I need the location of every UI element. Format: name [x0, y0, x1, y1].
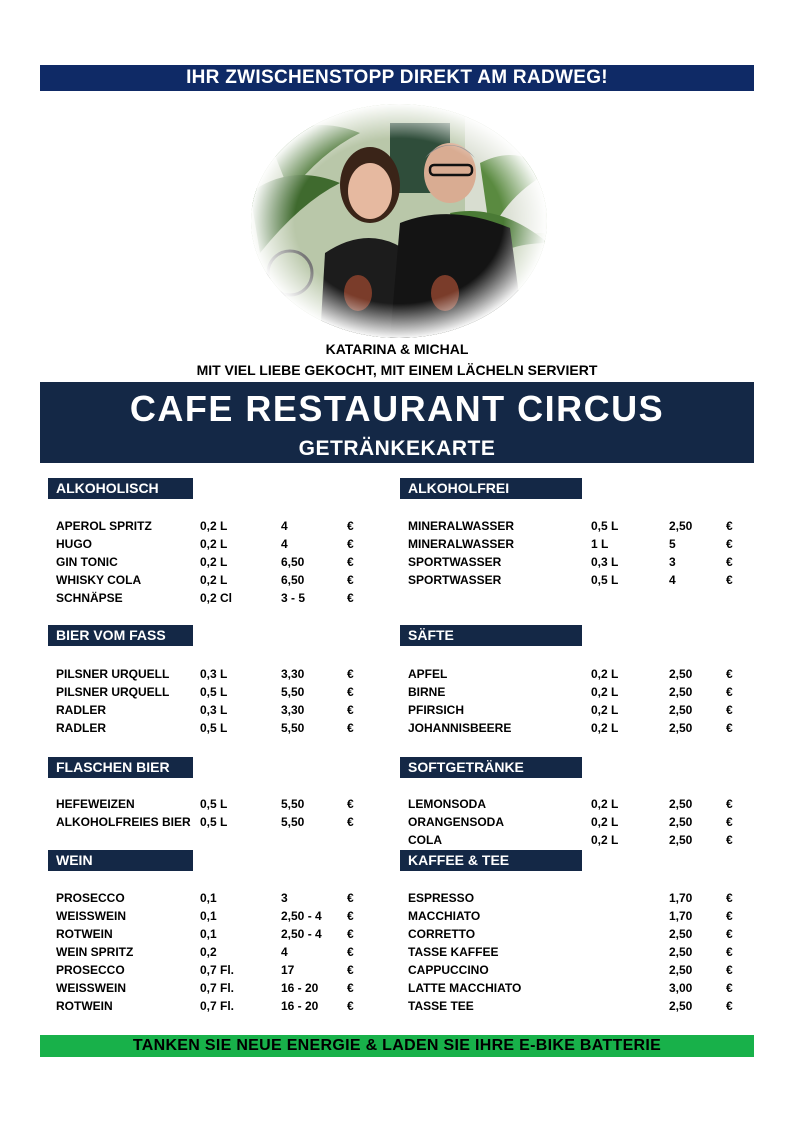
item-currency: €: [726, 685, 733, 699]
item-price: 17: [281, 963, 295, 977]
item-name: SPORTWASSER: [408, 573, 502, 587]
item-name: WEISSWEIN: [56, 909, 127, 923]
item-size: 0,1: [200, 909, 217, 923]
item-size: 0,2 L: [591, 703, 619, 717]
item-size: 0,2 L: [200, 573, 228, 587]
restaurant-name: CAFE RESTAURANT CIRCUS: [129, 388, 665, 429]
item-price: 2,50: [669, 815, 693, 829]
item-name: WHISKY COLA: [56, 573, 142, 587]
menu-item-row: [0, 997, 793, 1015]
item-currency: €: [726, 909, 733, 923]
section-saefte: SÄFTE: [400, 625, 582, 646]
item-size: 0,2 L: [591, 797, 619, 811]
item-price: 2,50: [669, 945, 693, 959]
item-name: HEFEWEIZEN: [56, 797, 135, 811]
item-currency: €: [726, 833, 733, 847]
item-currency: €: [347, 537, 354, 551]
item-price: 3,30: [281, 703, 305, 717]
item-price: 2,50: [669, 685, 693, 699]
item-currency: €: [347, 963, 354, 977]
item-price: 2,50: [669, 999, 693, 1013]
item-currency: €: [347, 703, 354, 717]
item-currency: €: [347, 999, 354, 1013]
item-currency: €: [347, 721, 354, 735]
owners-names: KATARINA & MICHAL: [325, 341, 469, 357]
item-price: 5,50: [281, 797, 305, 811]
item-price: 2,50: [669, 833, 693, 847]
menu-item-row: [0, 535, 793, 553]
item-name: COLA: [408, 833, 442, 847]
menu-item-row: [0, 925, 793, 943]
item-price: 2,50: [669, 963, 693, 977]
item-size: 0,2 L: [591, 667, 619, 681]
item-name: CAPPUCCINO: [408, 963, 489, 977]
item-size: 0,2 L: [200, 519, 228, 533]
item-currency: €: [347, 945, 354, 959]
item-name: APEROL SPRITZ: [56, 519, 152, 533]
section-kaffee-tee: KAFFEE & TEE: [400, 850, 582, 871]
item-currency: €: [347, 797, 354, 811]
item-currency: €: [726, 797, 733, 811]
item-size: 0,7 Fl.: [200, 981, 235, 995]
item-name: MACCHIATO: [408, 909, 481, 923]
item-currency: €: [347, 981, 354, 995]
item-name: CORRETTO: [408, 927, 476, 941]
item-currency: €: [726, 721, 733, 735]
item-name: APFEL: [408, 667, 448, 681]
item-price: 3,30: [281, 667, 305, 681]
item-name: LATTE MACCHIATO: [408, 981, 522, 995]
item-size: 0,5 L: [591, 573, 619, 587]
item-name: BIRNE: [408, 685, 446, 699]
item-size: 0,2: [200, 945, 217, 959]
item-price: 2,50: [669, 927, 693, 941]
item-price: 16 - 20: [281, 999, 319, 1013]
item-name: MINERALWASSER: [408, 537, 515, 551]
menu-subtitle: GETRÄNKEKARTE: [298, 437, 496, 460]
item-name: JOHANNISBEERE: [408, 721, 512, 735]
item-currency: €: [726, 573, 733, 587]
title-block: [40, 382, 754, 463]
item-price: 5,50: [281, 721, 305, 735]
item-price: 2,50: [669, 519, 693, 533]
item-price: 6,50: [281, 573, 305, 587]
menu-item-row: [0, 813, 793, 831]
item-name: ALKOHOLFREIES BIER: [56, 815, 191, 829]
item-price: 6,50: [281, 555, 305, 569]
item-name: HUGO: [56, 537, 92, 551]
item-size: 0,2 L: [591, 721, 619, 735]
item-size: 0,5 L: [200, 815, 228, 829]
item-size: 0,2 L: [591, 833, 619, 847]
item-price: 3: [669, 555, 676, 569]
item-name: ESPRESSO: [408, 891, 475, 905]
item-currency: €: [726, 703, 733, 717]
menu-item-row: [0, 571, 793, 589]
item-name: SCHNÄPSE: [56, 591, 123, 605]
item-size: 0,5 L: [200, 797, 228, 811]
item-currency: €: [726, 519, 733, 533]
item-currency: €: [726, 963, 733, 977]
item-currency: €: [726, 927, 733, 941]
item-currency: €: [347, 927, 354, 941]
item-currency: €: [726, 981, 733, 995]
menu-item-row: [0, 889, 793, 907]
item-name: PROSECCO: [56, 891, 125, 905]
item-size: 0,2 L: [591, 815, 619, 829]
item-size: 0,2 Cl: [200, 591, 233, 605]
item-name: PROSECCO: [56, 963, 125, 977]
menu-item-row: [0, 943, 793, 961]
item-price: 5,50: [281, 685, 305, 699]
item-currency: €: [347, 815, 354, 829]
item-name: SPORTWASSER: [408, 555, 502, 569]
bottom-banner: TANKEN SIE NEUE ENERGIE & LADEN SIE IHRE E-BIKE BATTERIE: [40, 1035, 754, 1057]
item-price: 2,50: [669, 797, 693, 811]
item-price: 2,50: [669, 703, 693, 717]
item-size: 0,3 L: [591, 555, 619, 569]
item-name: PILSNER URQUELL: [56, 685, 170, 699]
section-alkoholfrei: ALKOHOLFREI: [400, 478, 582, 499]
item-name: RADLER: [56, 721, 106, 735]
menu-item-row: [0, 795, 793, 813]
item-name: MINERALWASSER: [408, 519, 515, 533]
item-size: 0,2 L: [200, 537, 228, 551]
section-wein: WEIN: [48, 850, 193, 871]
item-price: 3,00: [669, 981, 693, 995]
item-price: 2,50: [669, 667, 693, 681]
item-currency: €: [347, 591, 354, 605]
item-price: 2,50: [669, 721, 693, 735]
menu-item-row: [0, 719, 793, 737]
item-price: 4: [669, 573, 676, 587]
item-currency: €: [726, 891, 733, 905]
menu-item-row: [0, 831, 793, 849]
item-currency: €: [726, 667, 733, 681]
menu-item-row: [0, 553, 793, 571]
item-size: 0,3 L: [200, 703, 228, 717]
item-price: 16 - 20: [281, 981, 319, 995]
item-price: 2,50 - 4: [281, 927, 322, 941]
item-price: 5,50: [281, 815, 305, 829]
item-currency: €: [726, 555, 733, 569]
item-size: 0,1: [200, 927, 217, 941]
item-size: 0,1: [200, 891, 217, 905]
item-price: 5: [669, 537, 676, 551]
item-name: RADLER: [56, 703, 106, 717]
item-currency: €: [726, 815, 733, 829]
section-bier-vom-fass: BIER VOM FASS: [48, 625, 193, 646]
item-size: 0,2 L: [591, 685, 619, 699]
item-name: PFIRSICH: [408, 703, 465, 717]
item-name: WEISSWEIN: [56, 981, 127, 995]
menu-item-row: [0, 961, 793, 979]
top-banner: IHR ZWISCHENSTOPP DIREKT AM RADWEG!: [40, 65, 754, 91]
item-size: 0,3 L: [200, 667, 228, 681]
menu-item-row: [0, 517, 793, 535]
item-name: TASSE TEE: [408, 999, 474, 1013]
item-currency: €: [347, 519, 354, 533]
item-price: 4: [281, 945, 288, 959]
item-currency: €: [347, 667, 354, 681]
menu-item-row: [0, 907, 793, 925]
item-price: 3: [281, 891, 288, 905]
owners-photo: [250, 103, 548, 339]
item-currency: €: [726, 537, 733, 551]
item-currency: €: [726, 999, 733, 1013]
section-softgetraenke: SOFTGETRÄNKE: [400, 757, 582, 778]
item-size: 0,7 Fl.: [200, 963, 235, 977]
item-price: 1,70: [669, 891, 693, 905]
item-size: 0,2 L: [200, 555, 228, 569]
item-name: TASSE KAFFEE: [408, 945, 499, 959]
section-alkoholisch: ALKOHOLISCH: [48, 478, 193, 499]
section-flaschen-bier: FLASCHEN BIER: [48, 757, 193, 778]
item-size: 0,7 Fl.: [200, 999, 235, 1013]
menu-item-row: [0, 701, 793, 719]
item-currency: €: [347, 573, 354, 587]
menu-item-row: [0, 665, 793, 683]
item-price: 4: [281, 519, 288, 533]
item-price: 2,50 - 4: [281, 909, 322, 923]
item-name: ROTWEIN: [56, 999, 113, 1013]
item-size: 1 L: [591, 537, 609, 551]
tagline: MIT VIEL LIEBE GEKOCHT, MIT EINEM LÄCHELN SERVIERT: [196, 362, 598, 378]
item-size: 0,5 L: [200, 721, 228, 735]
item-name: GIN TONIC: [56, 555, 118, 569]
item-name: WEIN SPRITZ: [56, 945, 134, 959]
menu-item-row: [0, 979, 793, 997]
item-currency: €: [726, 945, 733, 959]
item-size: 0,5 L: [591, 519, 619, 533]
item-name: ORANGENSODA: [408, 815, 505, 829]
item-currency: €: [347, 555, 354, 569]
item-currency: €: [347, 909, 354, 923]
item-name: ROTWEIN: [56, 927, 113, 941]
item-currency: €: [347, 891, 354, 905]
item-size: 0,5 L: [200, 685, 228, 699]
menu-item-row: [0, 589, 793, 607]
item-currency: €: [347, 685, 354, 699]
item-price: 4: [281, 537, 288, 551]
item-name: PILSNER URQUELL: [56, 667, 170, 681]
menu-item-row: [0, 683, 793, 701]
item-price: 3 - 5: [281, 591, 306, 605]
item-price: 1,70: [669, 909, 693, 923]
item-name: LEMONSODA: [408, 797, 486, 811]
